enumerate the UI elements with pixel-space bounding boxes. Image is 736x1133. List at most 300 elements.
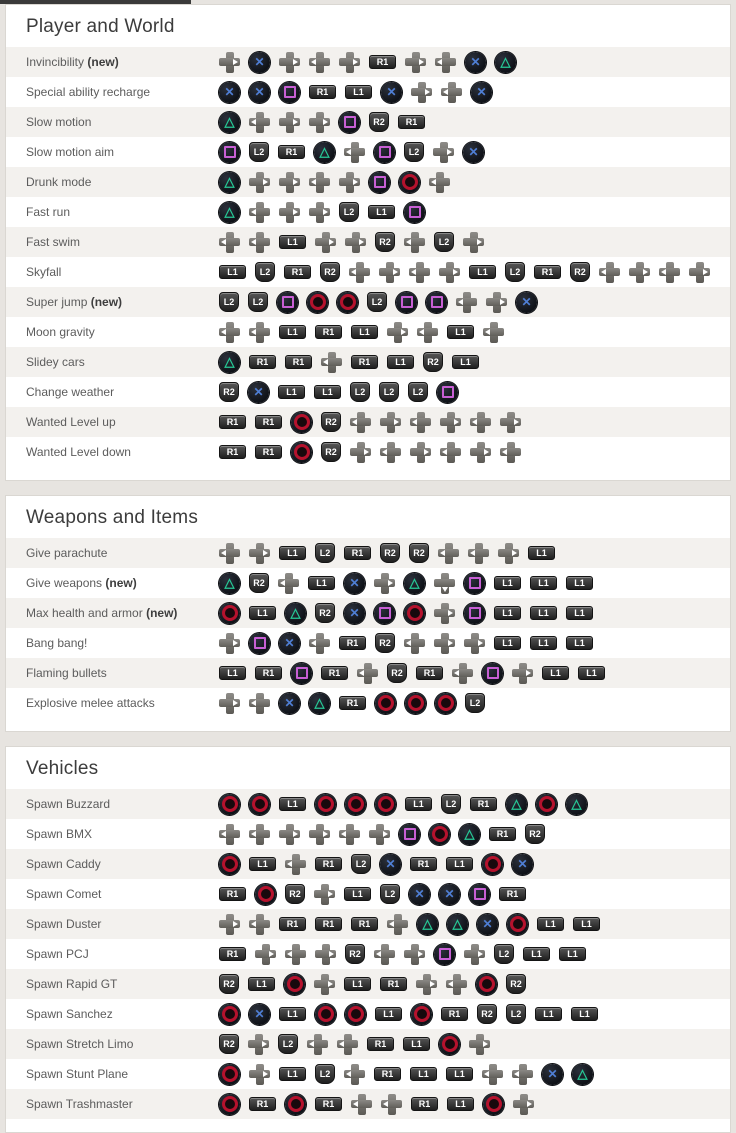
section-weapons-and-items xyxy=(5,495,731,732)
cheat-label xyxy=(6,947,219,961)
dpad-right-icon xyxy=(219,693,240,714)
cheat-row xyxy=(6,819,730,849)
section-title: Vehicles xyxy=(26,758,99,779)
dpad-right-icon xyxy=(380,412,401,433)
dpad-direction-arrow xyxy=(419,59,424,65)
button-combo xyxy=(219,573,730,594)
button-combo xyxy=(219,543,730,564)
r1-button-icon: R1 xyxy=(278,145,305,159)
cheat-row xyxy=(6,287,730,317)
dpad-right-icon xyxy=(387,322,408,343)
circle-button-icon xyxy=(399,172,420,193)
dpad-direction-arrow xyxy=(311,59,316,65)
dpad-direction-arrow xyxy=(393,269,398,275)
square-button-icon xyxy=(374,603,395,624)
cross-button-icon xyxy=(249,1004,270,1025)
dpad-direction-arrow xyxy=(514,1071,519,1077)
r1-button-icon: R1 xyxy=(398,115,425,129)
dpad-direction-arrow xyxy=(526,670,531,676)
dpad-direction-arrow xyxy=(328,981,333,987)
dpad-left-icon xyxy=(429,172,450,193)
dpad-direction-arrow xyxy=(512,550,517,556)
r1-button-icon: R1 xyxy=(351,917,378,931)
square-button-icon xyxy=(469,884,490,905)
dpad-left-icon xyxy=(440,442,461,463)
dpad-right-icon xyxy=(309,824,330,845)
square-button-icon xyxy=(279,82,300,103)
dpad-direction-arrow xyxy=(448,981,453,987)
circle-button-icon xyxy=(219,1064,240,1085)
l1-button-icon: L1 xyxy=(387,355,414,369)
cheat-name: Special ability recharge xyxy=(26,85,151,99)
square-button-icon xyxy=(249,633,270,654)
button-combo xyxy=(219,142,730,163)
dpad-right-icon xyxy=(411,82,432,103)
cross-button-icon xyxy=(471,82,492,103)
dpad-left-icon xyxy=(456,292,477,313)
triangle-button-icon xyxy=(314,142,335,163)
l1-button-icon: L1 xyxy=(279,235,306,249)
r1-button-icon: R1 xyxy=(499,887,526,901)
circle-button-icon xyxy=(375,693,396,714)
dpad-direction-arrow xyxy=(478,640,483,646)
circle-button-icon xyxy=(219,1004,240,1025)
dpad-direction-arrow xyxy=(442,449,447,455)
button-combo xyxy=(219,382,730,403)
dpad-direction-arrow xyxy=(406,239,411,245)
cross-button-icon xyxy=(512,854,533,875)
r1-button-icon: R1 xyxy=(339,696,366,710)
r1-button-icon: R1 xyxy=(219,887,246,901)
r1-button-icon: R1 xyxy=(315,325,342,339)
cheat-row xyxy=(6,999,730,1029)
button-combo xyxy=(219,202,730,223)
cheat-name: Fast run xyxy=(26,205,71,219)
dpad-direction-arrow xyxy=(406,640,411,646)
cheat-label xyxy=(6,265,219,279)
l2-button-icon: L2 xyxy=(339,202,359,222)
button-combo xyxy=(219,112,730,133)
dpad-right-icon xyxy=(279,824,300,845)
dpad-right-icon xyxy=(464,633,485,654)
dpad-right-icon xyxy=(219,633,240,654)
cheat-label xyxy=(6,1097,219,1111)
circle-button-icon xyxy=(482,854,503,875)
r1-button-icon: R1 xyxy=(344,546,371,560)
r2-button-icon: R2 xyxy=(219,974,239,994)
circle-button-icon xyxy=(219,854,240,875)
dpad-right-icon xyxy=(339,52,360,73)
circle-button-icon xyxy=(405,693,426,714)
dpad-left-icon xyxy=(435,52,456,73)
dpad-left-icon xyxy=(249,232,270,253)
cheat-row xyxy=(6,197,730,227)
cross-button-icon xyxy=(516,292,537,313)
l1-button-icon: L1 xyxy=(219,666,246,680)
l1-button-icon: L1 xyxy=(447,1097,474,1111)
dpad-left-icon xyxy=(249,914,270,935)
r1-button-icon: R1 xyxy=(470,797,497,811)
square-button-icon xyxy=(396,292,417,313)
button-combo xyxy=(219,603,730,624)
dpad-right-icon xyxy=(416,974,437,995)
cheat-row xyxy=(6,1029,730,1059)
dpad-direction-arrow xyxy=(431,179,436,185)
dpad-direction-arrow xyxy=(323,209,328,215)
l2-button-icon: L2 xyxy=(379,382,399,402)
cross-button-icon xyxy=(249,52,270,73)
dpad-left-icon xyxy=(344,142,365,163)
cheat-name: Fast swim xyxy=(26,235,80,249)
triangle-button-icon xyxy=(219,202,240,223)
dpad-direction-arrow xyxy=(440,550,445,556)
circle-button-icon xyxy=(439,1034,460,1055)
triangle-button-icon xyxy=(219,573,240,594)
dpad-right-icon xyxy=(309,112,330,133)
dpad-down-icon xyxy=(434,573,455,594)
button-combo xyxy=(219,52,730,73)
dpad-direction-arrow xyxy=(323,119,328,125)
r2-button-icon: R2 xyxy=(320,262,340,282)
section-title: Player and World xyxy=(26,16,175,37)
l2-button-icon: L2 xyxy=(505,262,525,282)
l1-button-icon: L1 xyxy=(278,385,305,399)
cheat-row xyxy=(6,909,730,939)
cheat-row xyxy=(6,969,730,999)
dpad-right-icon xyxy=(369,824,390,845)
dpad-left-icon xyxy=(249,112,270,133)
triangle-button-icon xyxy=(404,573,425,594)
dpad-left-icon xyxy=(219,824,240,845)
triangle-button-icon xyxy=(572,1064,593,1085)
dpad-direction-arrow xyxy=(484,1071,489,1077)
l1-button-icon: L1 xyxy=(566,636,593,650)
r2-button-icon: R2 xyxy=(321,442,341,462)
cheat-name: Super jump xyxy=(26,295,88,309)
cheat-label xyxy=(6,355,219,369)
r2-button-icon: R2 xyxy=(375,232,395,252)
circle-button-icon xyxy=(307,292,328,313)
dpad-right-icon xyxy=(440,412,461,433)
r1-button-icon: R1 xyxy=(249,355,276,369)
cheat-row xyxy=(6,538,730,568)
circle-button-icon xyxy=(255,884,276,905)
button-combo xyxy=(219,1004,730,1025)
cheat-label xyxy=(6,887,219,901)
cross-button-icon xyxy=(542,1064,563,1085)
cross-button-icon xyxy=(463,142,484,163)
cheat-row xyxy=(6,227,730,257)
dpad-left-icon xyxy=(249,322,270,343)
dpad-right-icon xyxy=(463,232,484,253)
cross-button-icon xyxy=(249,82,270,103)
dpad-direction-arrow xyxy=(251,831,256,837)
r2-button-icon: R2 xyxy=(477,1004,497,1024)
dpad-direction-arrow xyxy=(293,831,298,837)
cheat-label xyxy=(6,1067,219,1081)
dpad-direction-arrow xyxy=(233,921,238,927)
circle-button-icon xyxy=(219,1094,240,1115)
dpad-right-icon xyxy=(434,603,455,624)
r2-button-icon: R2 xyxy=(249,573,269,593)
r1-button-icon: R1 xyxy=(489,827,516,841)
l2-button-icon: L2 xyxy=(351,854,371,874)
dpad-direction-arrow xyxy=(269,951,274,957)
dpad-left-icon xyxy=(339,824,360,845)
dpad-left-icon xyxy=(380,442,401,463)
dpad-left-icon xyxy=(309,633,330,654)
r1-button-icon: R1 xyxy=(416,666,443,680)
cheat-label xyxy=(6,1007,219,1021)
cross-button-icon xyxy=(344,603,365,624)
l1-button-icon: L1 xyxy=(530,636,557,650)
dpad-left-icon xyxy=(357,663,378,684)
dpad-left-icon xyxy=(278,573,299,594)
cheat-row xyxy=(6,939,730,969)
dpad-right-icon xyxy=(279,112,300,133)
cheat-name: Spawn Caddy xyxy=(26,857,101,871)
button-combo xyxy=(219,442,730,463)
r2-button-icon: R2 xyxy=(369,112,389,132)
dpad-left-icon xyxy=(599,262,620,283)
circle-button-icon xyxy=(435,693,456,714)
circle-button-icon xyxy=(483,1094,504,1115)
r1-button-icon: R1 xyxy=(219,445,246,459)
dpad-direction-arrow xyxy=(339,1041,344,1047)
cheat-name: Spawn BMX xyxy=(26,827,93,841)
dpad-direction-arrow xyxy=(425,89,430,95)
circle-button-icon xyxy=(315,794,336,815)
l2-button-icon: L2 xyxy=(249,142,269,162)
section-title: Weapons and Items xyxy=(26,507,199,528)
r1-button-icon: R1 xyxy=(255,666,282,680)
square-button-icon xyxy=(434,944,455,965)
l1-button-icon: L1 xyxy=(248,977,275,991)
dpad-direction-arrow xyxy=(411,269,416,275)
r2-button-icon: R2 xyxy=(409,543,429,563)
cheat-name: Change weather xyxy=(26,385,115,399)
dpad-direction-arrow xyxy=(263,1071,268,1077)
button-combo xyxy=(219,1034,730,1055)
cheat-row xyxy=(6,849,730,879)
cheat-name: Moon gravity xyxy=(26,325,95,339)
circle-button-icon xyxy=(249,794,270,815)
dpad-right-icon xyxy=(379,262,400,283)
r1-button-icon: R1 xyxy=(315,917,342,931)
square-button-icon xyxy=(426,292,447,313)
cheat-name: Skyfall xyxy=(26,265,62,279)
cheat-row xyxy=(6,317,730,347)
cheat-name: Spawn PCJ xyxy=(26,947,89,961)
dpad-direction-arrow xyxy=(502,449,507,455)
l1-button-icon: L1 xyxy=(279,1007,306,1021)
dpad-left-icon xyxy=(500,442,521,463)
dpad-direction-arrow xyxy=(351,269,356,275)
dpad-direction-arrow xyxy=(382,449,387,455)
button-combo xyxy=(219,914,730,935)
circle-button-icon xyxy=(337,292,358,313)
dpad-left-icon xyxy=(470,412,491,433)
button-combo xyxy=(219,884,730,905)
dpad-left-icon xyxy=(446,974,467,995)
dpad-direction-arrow xyxy=(419,329,424,335)
cheat-row xyxy=(6,377,730,407)
circle-button-icon xyxy=(429,824,450,845)
square-button-icon xyxy=(374,142,395,163)
dpad-right-icon xyxy=(500,412,521,433)
cross-button-icon xyxy=(248,382,269,403)
cross-button-icon xyxy=(381,82,402,103)
l1-button-icon: L1 xyxy=(566,576,593,590)
cheat-row xyxy=(6,628,730,658)
cheat-row xyxy=(6,47,730,77)
dpad-direction-arrow xyxy=(447,149,452,155)
cheat-row xyxy=(6,77,730,107)
dpad-right-icon xyxy=(339,172,360,193)
cheat-label xyxy=(6,606,219,620)
dpad-direction-arrow xyxy=(483,1041,488,1047)
cross-button-icon xyxy=(344,573,365,594)
cheat-name: Spawn Rapid GT xyxy=(26,977,118,991)
l1-button-icon: L1 xyxy=(452,355,479,369)
square-button-icon xyxy=(404,202,425,223)
r2-button-icon: R2 xyxy=(525,824,545,844)
dpad-direction-arrow xyxy=(383,831,388,837)
r2-button-icon: R2 xyxy=(345,944,365,964)
dpad-direction-arrow xyxy=(661,269,666,275)
dpad-direction-arrow xyxy=(352,419,357,425)
dpad-direction-arrow xyxy=(293,119,298,125)
dpad-direction-arrow xyxy=(601,269,606,275)
r2-button-icon: R2 xyxy=(219,1034,239,1054)
cross-button-icon xyxy=(279,693,300,714)
dpad-left-icon xyxy=(219,232,240,253)
square-button-icon xyxy=(437,382,458,403)
r1-button-icon: R1 xyxy=(279,917,306,931)
button-combo xyxy=(219,1094,730,1115)
dpad-left-icon xyxy=(387,914,408,935)
l1-button-icon: L1 xyxy=(542,666,569,680)
dpad-direction-arrow xyxy=(251,329,256,335)
button-combo xyxy=(219,824,730,845)
triangle-button-icon xyxy=(506,794,527,815)
cheat-row xyxy=(6,568,730,598)
triangle-button-icon xyxy=(566,794,587,815)
r1-button-icon: R1 xyxy=(367,1037,394,1051)
cheat-name: Wanted Level up xyxy=(26,415,116,429)
cheat-row xyxy=(6,688,730,718)
l1-button-icon: L1 xyxy=(528,546,555,560)
r2-button-icon: R2 xyxy=(219,382,239,402)
square-button-icon xyxy=(277,292,298,313)
l2-button-icon: L2 xyxy=(315,1064,335,1084)
r1-button-icon: R1 xyxy=(411,1097,438,1111)
cheat-label xyxy=(6,295,219,309)
cheat-label xyxy=(6,175,219,189)
cross-button-icon xyxy=(409,884,430,905)
r2-button-icon: R2 xyxy=(375,633,395,653)
dpad-direction-arrow xyxy=(329,951,334,957)
circle-button-icon xyxy=(291,412,312,433)
dpad-right-icon xyxy=(469,1034,490,1055)
cheat-name: Explosive melee attacks xyxy=(26,696,155,710)
dpad-direction-arrow xyxy=(328,891,333,897)
dpad-direction-arrow xyxy=(221,831,226,837)
cheat-label xyxy=(6,115,219,129)
dpad-right-icon xyxy=(314,884,335,905)
l1-button-icon: L1 xyxy=(375,1007,402,1021)
dpad-left-icon xyxy=(410,412,431,433)
dpad-direction-arrow xyxy=(287,861,292,867)
r1-button-icon: R1 xyxy=(284,265,311,279)
cheat-label xyxy=(6,445,219,459)
cheat-label xyxy=(6,636,219,650)
circle-button-icon xyxy=(345,1004,366,1025)
dpad-left-icon xyxy=(482,1064,503,1085)
cheat-label xyxy=(6,696,219,710)
dpad-right-icon xyxy=(350,442,371,463)
cheat-label xyxy=(6,576,219,590)
l1-button-icon: L1 xyxy=(308,576,335,590)
cheat-new-badge: (new) xyxy=(142,606,178,620)
dpad-right-icon xyxy=(486,292,507,313)
l1-button-icon: L1 xyxy=(446,857,473,871)
cheat-label xyxy=(6,235,219,249)
dpad-left-icon xyxy=(404,633,425,654)
l1-button-icon: L1 xyxy=(279,797,306,811)
dpad-right-icon xyxy=(498,543,519,564)
dpad-direction-arrow xyxy=(251,921,256,927)
dpad-direction-arrow xyxy=(453,269,458,275)
circle-button-icon xyxy=(284,974,305,995)
l2-button-icon: L2 xyxy=(494,944,514,964)
button-combo xyxy=(219,262,730,283)
cheat-row xyxy=(6,658,730,688)
dpad-direction-arrow xyxy=(221,329,226,335)
dpad-left-icon xyxy=(468,543,489,564)
dpad-right-icon xyxy=(470,442,491,463)
r2-button-icon: R2 xyxy=(570,262,590,282)
circle-button-icon xyxy=(285,1094,306,1115)
button-combo xyxy=(219,1064,730,1085)
cheat-label xyxy=(6,325,219,339)
cross-button-icon xyxy=(465,52,486,73)
button-combo xyxy=(219,944,730,965)
l1-button-icon: L1 xyxy=(494,636,521,650)
dpad-right-icon xyxy=(279,202,300,223)
r1-button-icon: R1 xyxy=(351,355,378,369)
dpad-right-icon xyxy=(433,142,454,163)
cheat-name: Bang bang! xyxy=(26,636,88,650)
cheat-name: Spawn Stunt Plane xyxy=(26,1067,129,1081)
l1-button-icon: L1 xyxy=(446,1067,473,1081)
square-button-icon xyxy=(399,824,420,845)
l2-button-icon: L2 xyxy=(255,262,275,282)
square-button-icon xyxy=(291,663,312,684)
cheat-new-badge: (new) xyxy=(84,55,119,69)
dpad-direction-arrow xyxy=(359,670,364,676)
button-combo xyxy=(219,794,730,815)
cheat-row xyxy=(6,137,730,167)
dpad-right-icon xyxy=(249,172,270,193)
cheat-row xyxy=(6,107,730,137)
dpad-right-icon xyxy=(405,52,426,73)
square-button-icon xyxy=(464,573,485,594)
dpad-direction-arrow xyxy=(389,921,394,927)
cheat-label xyxy=(6,385,219,399)
l2-button-icon: L2 xyxy=(350,382,370,402)
dpad-left-icon xyxy=(409,262,430,283)
